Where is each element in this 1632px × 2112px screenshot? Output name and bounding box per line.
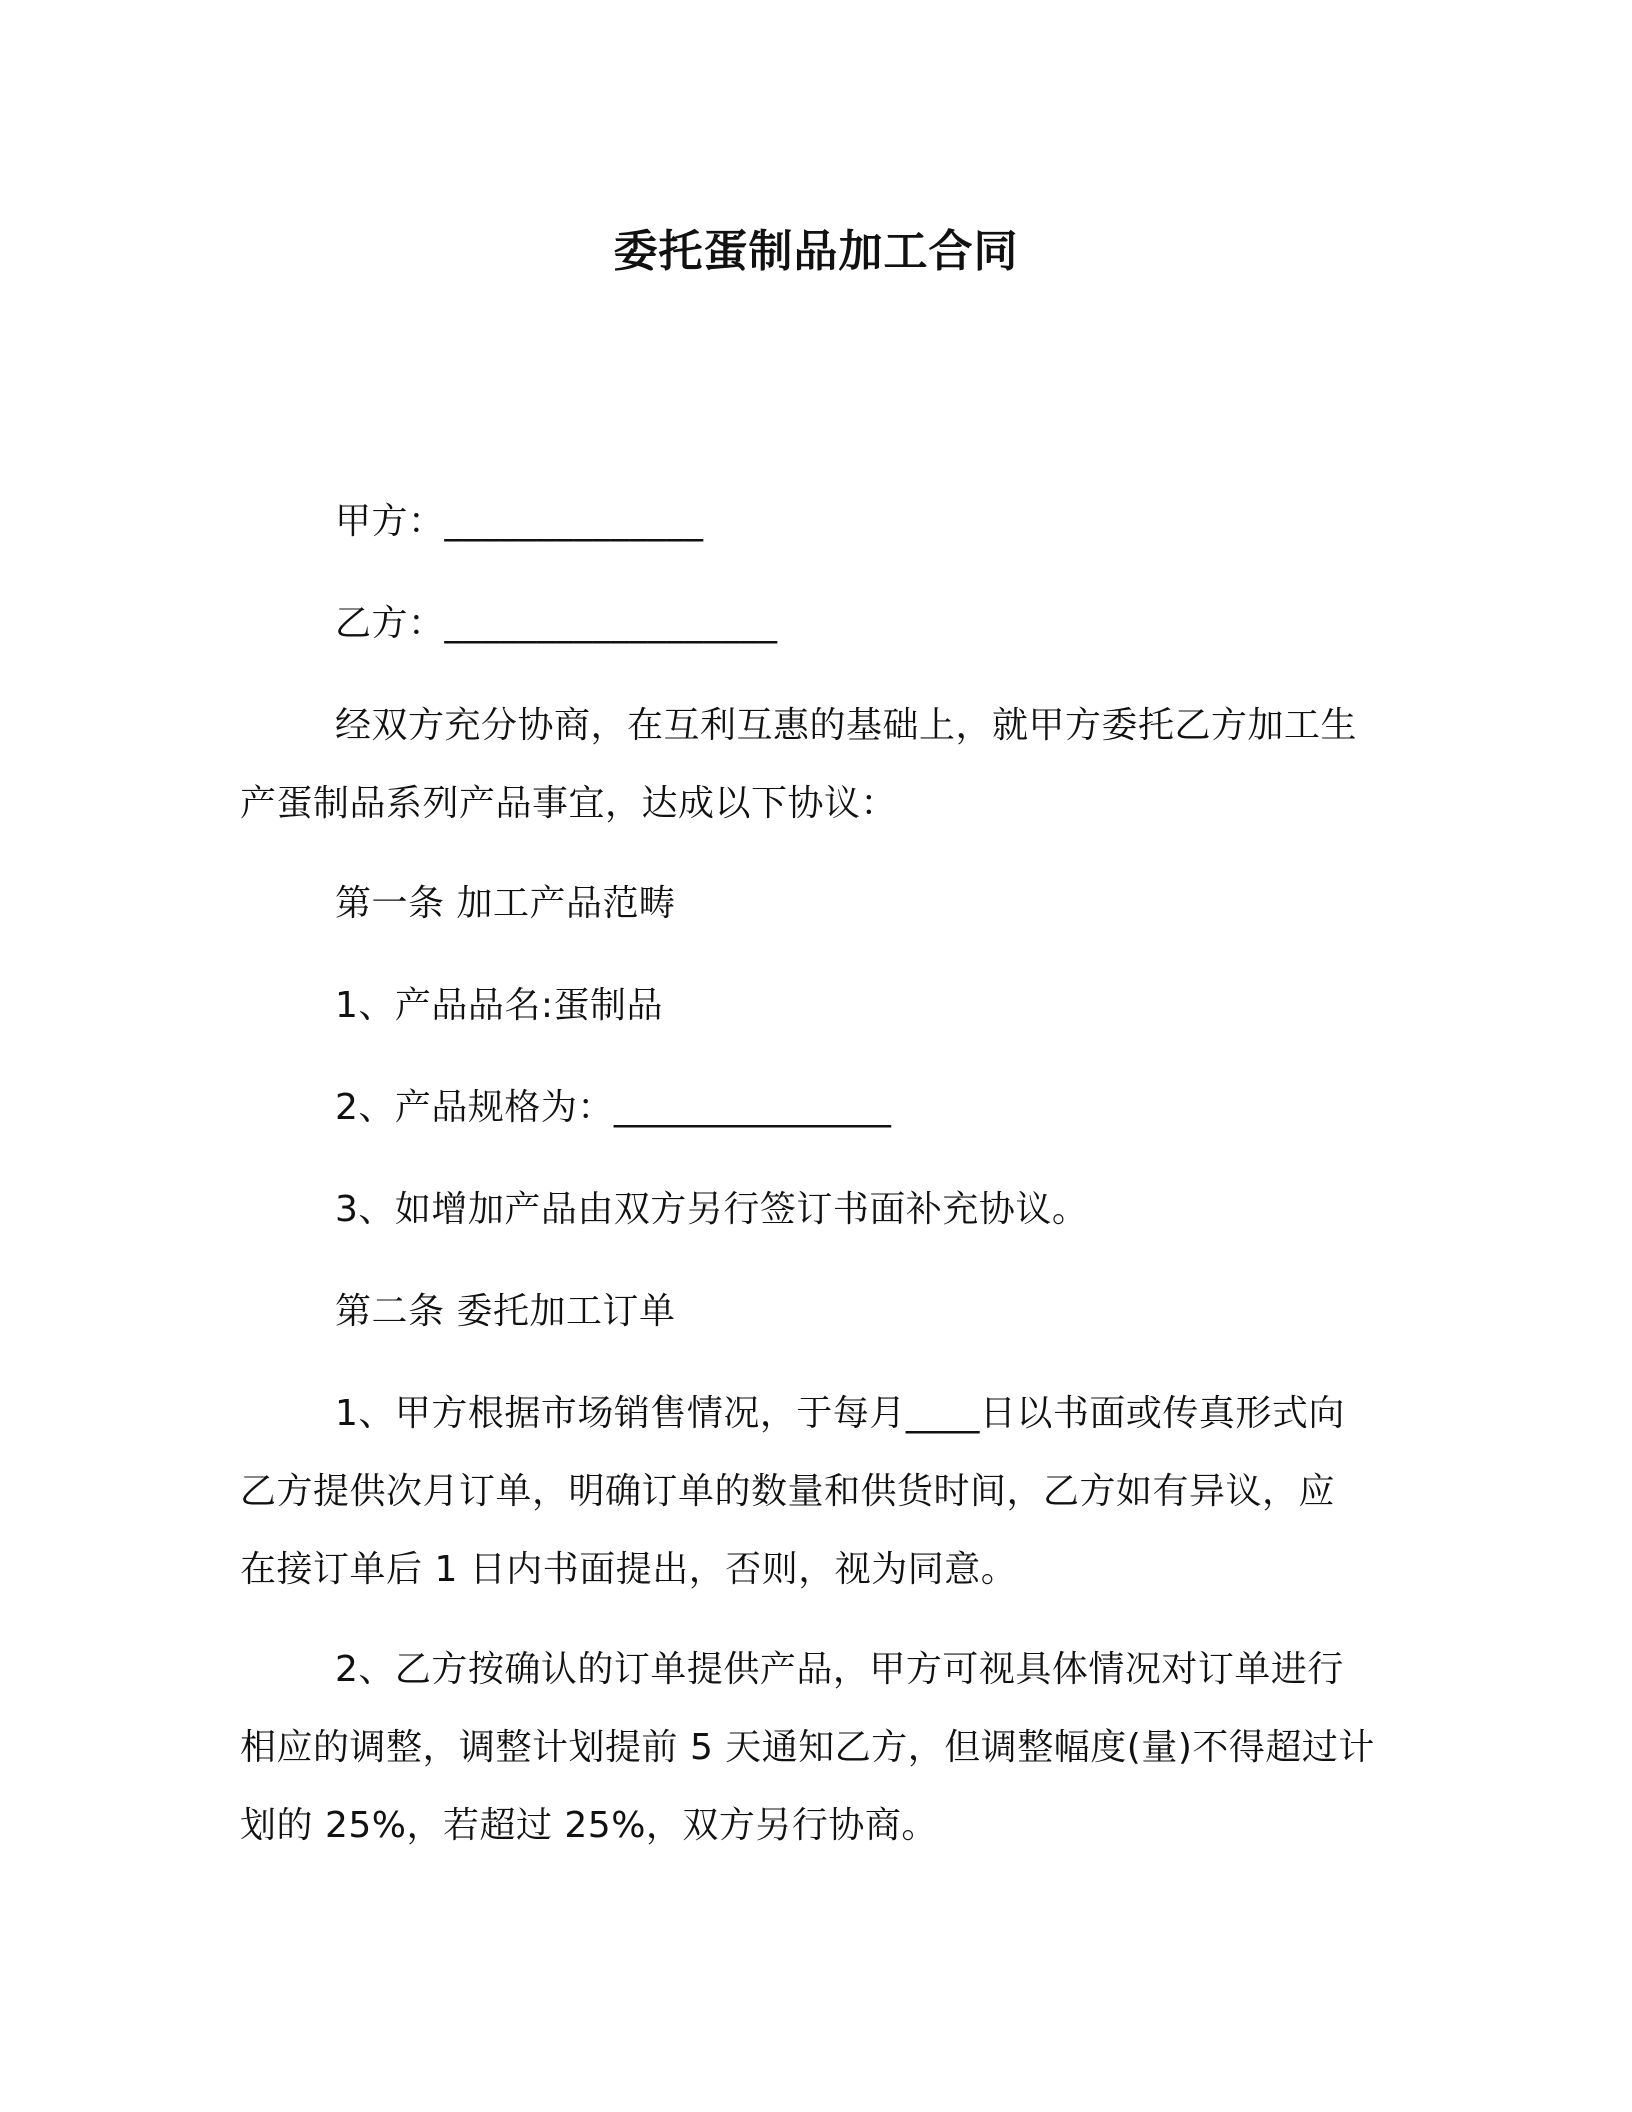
article-2-item-2-line-3: 划的 25%，若超过 25%，双方另行协商。 xyxy=(240,1805,938,1846)
article-2-item-1-line-2: 乙方提供次月订单，明确订单的数量和供货时间，乙方如有异议，应 xyxy=(240,1471,1336,1512)
article-1-heading: 第一条 加工产品范畴 xyxy=(335,883,676,924)
article-1-item-2: 2、产品规格为：_______________ xyxy=(335,1087,892,1128)
preamble-line-1: 经双方充分协商，在互利互惠的基础上，就甲方委托乙方加工生 xyxy=(335,705,1358,746)
party-a-line: 甲方：______________ xyxy=(335,501,704,542)
preamble-line-2: 产蛋制品系列产品事宜，达成以下协议： xyxy=(240,783,898,824)
article-1-item-1: 1、产品品名:蛋制品 xyxy=(335,985,664,1026)
article-2-heading: 第二条 委托加工订单 xyxy=(335,1291,676,1332)
article-2-item-2-line-1: 2、乙方按确认的订单提供产品，甲方可视具体情况对订单进行 xyxy=(335,1649,1344,1690)
article-2-item-1-line-3: 在接订单后 1 日内书面提出，否则，视为同意。 xyxy=(240,1549,1018,1590)
party-b-line: 乙方：__________________ xyxy=(335,603,778,644)
article-2-item-1-line-1: 1、甲方根据市场销售情况，于每月____日以书面或传真形式向 xyxy=(335,1393,1345,1434)
article-2-item-2-line-2: 相应的调整，调整计划提前 5 天通知乙方，但调整幅度(量)不得超过计 xyxy=(240,1727,1375,1768)
article-1-item-3: 3、如增加产品由双方另行签订书面补充协议。 xyxy=(335,1189,1089,1230)
document-title: 委托蛋制品加工合同 xyxy=(613,226,1019,277)
